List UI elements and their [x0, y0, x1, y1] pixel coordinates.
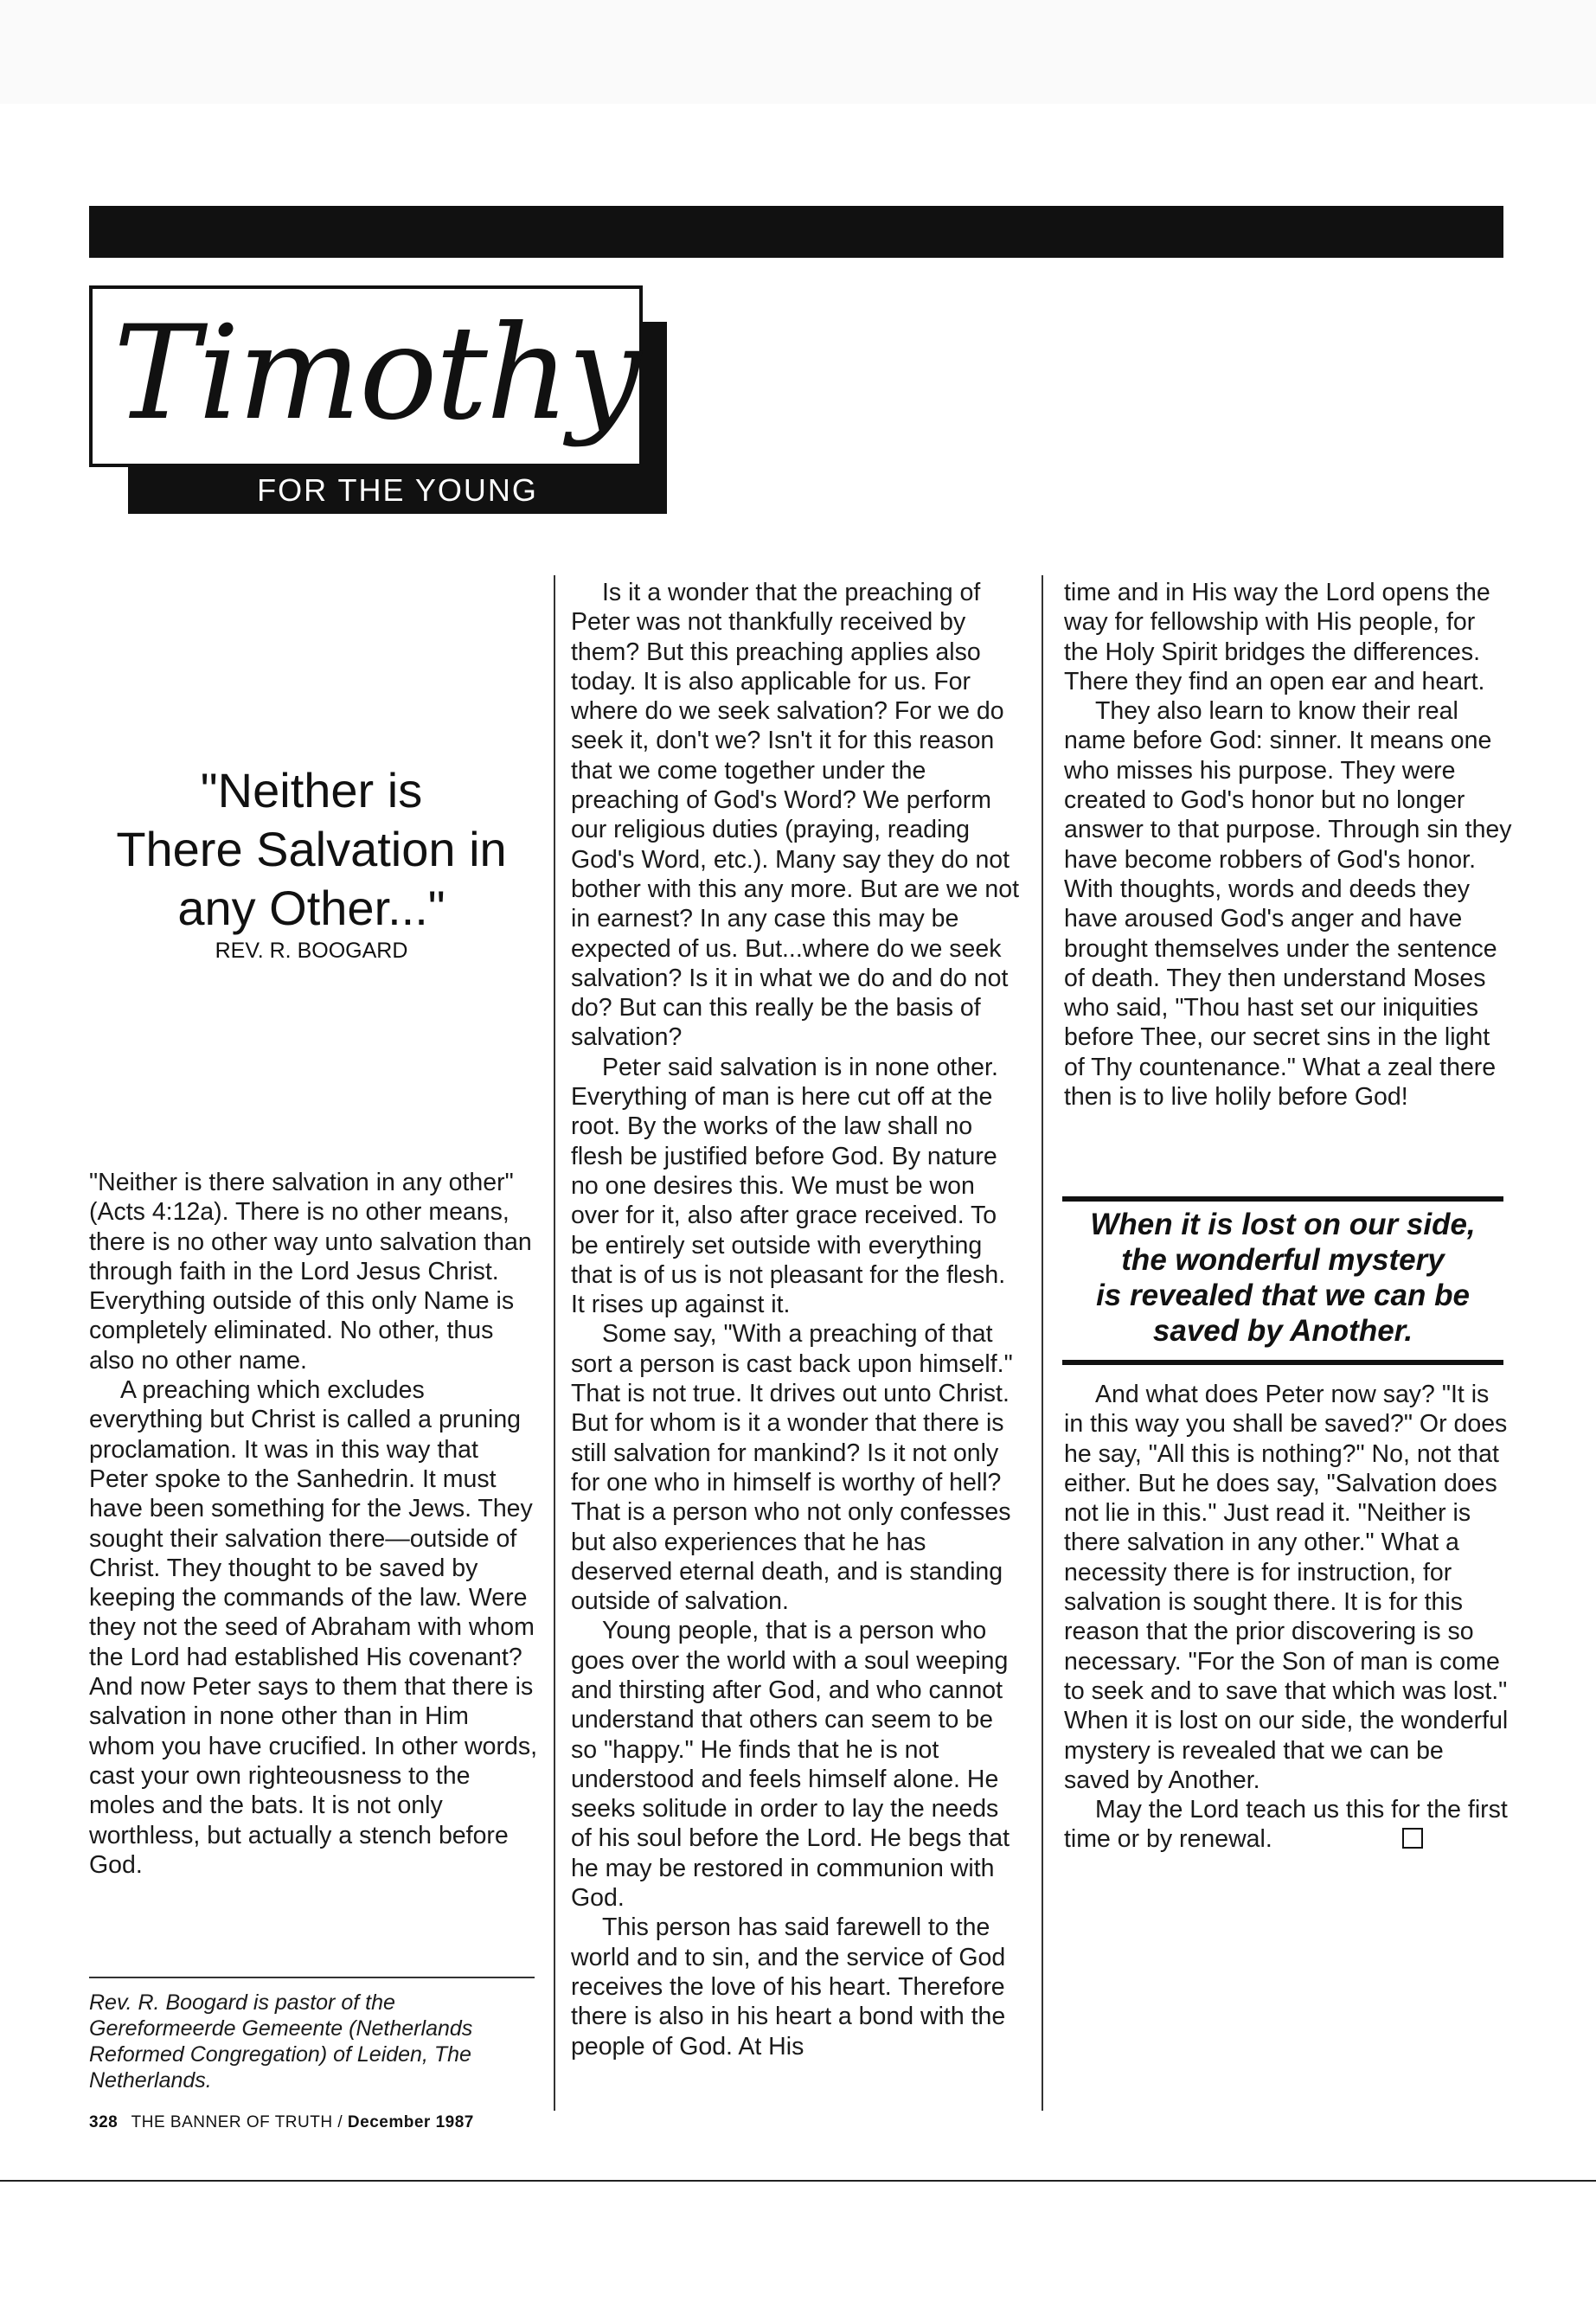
page-number: 328 — [89, 2113, 119, 2131]
footnote-divider — [89, 1977, 535, 1978]
pullquote — [1062, 1207, 1503, 1349]
masthead-title: Timothy — [113, 298, 640, 449]
end-mark-icon — [1402, 1828, 1423, 1849]
header-bar — [89, 206, 1503, 258]
paragraph: Is it a wonder that the preaching of Peter was not thankfully received by them? But this preaching applies also today. It is also applicable for us. For where do we seek salvation? For we do seek it, don't we? Isn't it for this reason that we come together under the preaching of God's Word? We perform our religious duties (praying, reading God's Word, etc.). Many say they do not bother with this any more. But are we not in earnest? In any case this may be expected of us. But...where do we seek salvation? Is it in what we do and do not do? But can this really be the basis of salvation? — [571, 579, 1020, 1052]
paragraph: And what does Peter now say? "It is in this way you shall be saved?" Or does he say, "All this is nothing?" No, not that either. But he does say, "Salvation does not lie in this." Just read it. "Neither is there salvation in any other." What a necessity there is for instruction, for salvation is sought there. It is for this reason that the prior discovering is so necessary. "For the Son of man is come to seek and to save that which was lost." When it is lost on our side, the wonderful mystery is revealed that we can be saved by Another. — [1064, 1381, 1509, 1794]
page-bottom-edge — [0, 2180, 1596, 2182]
masthead-shadow — [643, 322, 667, 467]
publication-name: THE BANNER OF TRUTH / — [131, 2113, 343, 2131]
page-folio — [89, 2113, 608, 2132]
issue-date: December 1987 — [347, 2113, 474, 2131]
headline-line-3: any Other..." — [177, 881, 445, 935]
article-column-3-bottom — [1064, 1380, 1514, 1855]
column-divider — [1042, 575, 1043, 2111]
pullquote-rule-top — [1062, 1196, 1503, 1202]
column-divider — [554, 575, 555, 2111]
headline-line-2: There Salvation in — [116, 822, 507, 876]
pullquote-rule-bottom — [1062, 1360, 1503, 1365]
paragraph: time and in His way the Lord opens the way for fellowship with His people, for the Holy Spirit bridges the differences. There they find an open ear and heart. — [1064, 579, 1490, 695]
masthead-subtitle: FOR THE YOUNG — [128, 467, 667, 514]
paragraph: Some say, "With a preaching of that sort a person is cast back upon himself." That is not true. It drives out unto Christ. But for whom is it a wonder that there is still salvation for mankind? Is it not only for one who in himself is worthy of hell? That is a person who not only confesses but also experiences that he has deserved eternal death, and is standing outside of salvation. — [571, 1320, 1013, 1616]
article-headline — [87, 761, 536, 938]
headline-line-1: "Neither is — [200, 763, 423, 817]
page-top-margin — [0, 0, 1596, 104]
closing-text: May the Lord teach us this for the first time or by renewal. — [1064, 1796, 1508, 1854]
paragraph: Young people, that is a person who goes over the world with a soul weeping and thirsting after God, and who cannot understand that others can seem to be so "happy." He finds that he is not understood and feels himself alone. He seeks solitude in order to lay the needs of his soul before the Lord. He begs that he may be restored in communion with God. — [571, 1617, 1010, 1913]
author-footnote: Rev. R. Boogard is pastor of the Gereformeerde Gemeente (Netherlands Reformed Congregation) of Leiden, The Netherlands. — [89, 1990, 473, 2093]
article-column-1 — [89, 1168, 539, 1880]
article-column-3-top — [1064, 578, 1514, 1112]
paragraph: "Neither is there salvation in any other" (Acts 4:12a). There is no other means, there is no other way unto salvation than through faith in the Lord Jesus Christ. Everything outside of this only Name is completely eliminated. No other, thus also no other name. — [89, 1169, 532, 1375]
pullquote-line: When it is lost on our side, — [1090, 1208, 1476, 1241]
paragraph-final — [1064, 1795, 1514, 1855]
paragraph: Peter said salvation is in none other. Everything of man is here cut off at the root. By the works of the law shall no flesh be justified before God. By nature no one desires this. We must be won over for it, also after grace received. To be entirely set outside with everything that is of us is not pleasant for the flesh. It rises up against it. — [571, 1053, 1006, 1319]
pullquote-line: saved by Another. — [1152, 1314, 1413, 1348]
pullquote-line: the wonderful mystery — [1121, 1243, 1445, 1277]
article-author: REV. R. BOOGARD — [215, 939, 408, 963]
pullquote-line: is revealed that we can be — [1096, 1279, 1470, 1312]
paragraph: They also learn to know their real name before God: sinner. It means one who misses his purpose. They were created to God's honor but no longer answer to that purpose. Through sin they have become robbers of God's honor. With thoughts, words and deeds they have aroused God's anger and have brought themselves under the sentence of death. They then understand Moses who said, "Thou hast set our iniquities before Thee, our secret sins in the light of Thy countenance." What a zeal there then is to live holily before God! — [1064, 697, 1512, 1112]
article-column-2 — [571, 578, 1021, 2061]
paragraph: A preaching which excludes everything but Christ is called a pruning proclamation. It was in this way that Peter spoke to the Sanhedrin. It must have been something for the Jews. They sought their salvation there—outside of Christ. They thought to be saved by keeping the commands of the law. Were they not the seed of Abraham with whom the Lord had established His covenant? And now Peter says to them that there is salvation in none other than in Him whom you have crucified. In other words, cast your own righteousness to the moles and the bats. It is not only worthless, but actually a stench before God. — [89, 1376, 537, 1879]
masthead-box — [89, 285, 643, 467]
paragraph: This person has said farewell to the world and to sin, and the service of God receives the love of his heart. Therefore there is also in his heart a bond with the people of God. At His — [571, 1913, 1006, 2061]
